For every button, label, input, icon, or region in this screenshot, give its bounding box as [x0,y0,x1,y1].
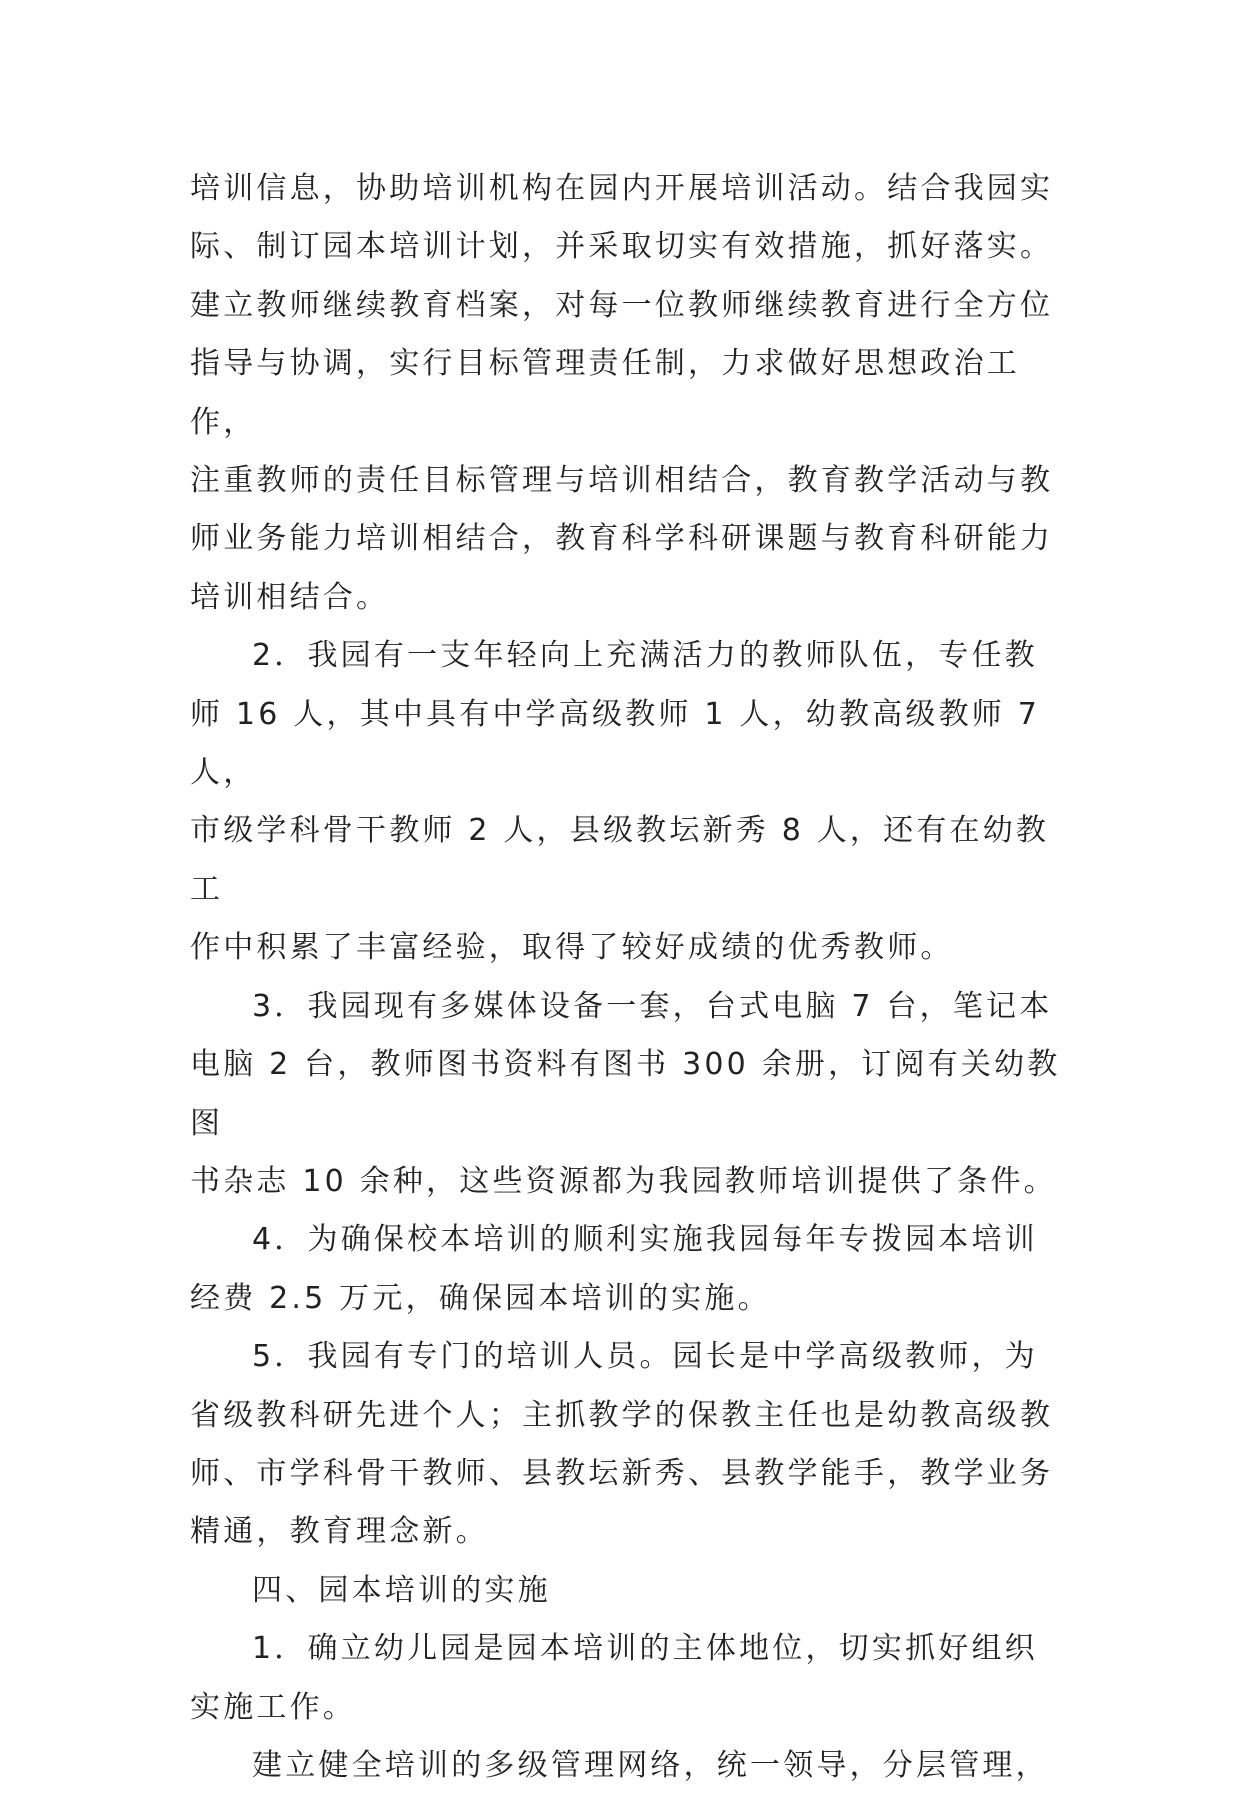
text-line: 指导与协调，实行目标管理责任制，力求做好思想政治工作， [190,346,1020,440]
text-line: 书杂志 10 余种，这些资源都为我园教师培训提供了条件。 [190,1163,1057,1199]
text-line: 际、制订园本培训计划，并采取切实有效措施，抓好落实。 [190,229,1054,265]
text-line: 培训相结合。 [190,579,390,615]
paragraph-4 [190,1211,1070,1328]
paragraph-7 [190,1620,1070,1737]
text-line: 师 16 人，其中具有中学高级教师 1 人，幼教高级教师 7 人， [190,696,1041,791]
text-line: 注重教师的责任目标管理与培训相结合，教育教学活动与教 [190,463,1054,499]
text-line: 经费 2.5 万元，确保园本培训的实施。 [190,1280,771,1316]
text-line: 建立教师继续教育档案，对每一位教师继续教育进行全方位 [190,287,1054,323]
paragraph-8 [190,1737,1070,1795]
text-line: 5．我园有专门的培训人员。园长是中学高级教师，为 [252,1339,1038,1375]
text-line: 2．我园有一支年轻向上充满活力的教师队伍，专任教 [252,638,1038,674]
paragraph-3 [190,978,1070,1212]
paragraph-5 [190,1328,1070,1562]
text-line: 作中积累了丰富经验，取得了较好成绩的优秀教师。 [190,930,954,966]
text-line: 4．为确保校本培训的顺利实施我园每年专拨园本培训 [252,1222,1038,1258]
paragraph-1 [190,160,1070,627]
text-line: 市级学科骨干教师 2 人，县级教坛新秀 8 人，还有在幼教工 [190,813,1050,907]
text-line: 1．确立幼儿园是园本培训的主体地位，切实抓好组织 [252,1631,1038,1667]
text-line: 精通，教育理念新。 [190,1514,489,1550]
text-line: 电脑 2 台，教师图书资料有图书 300 余册，订阅有关幼教图 [190,1047,1061,1141]
paragraph-2 [190,627,1070,977]
text-line: 实施工作。 [190,1689,356,1725]
text-line: 建立健全培训的多级管理网络，统一领导，分层管理， [252,1747,1049,1783]
text-line: 3．我园现有多媒体设备一套，台式电脑 7 台，笔记本 [252,988,1053,1024]
document-body [190,160,1070,1795]
text-line: 师业务能力培训相结合，教育科学科研课题与教育科研能力 [190,521,1054,557]
text-line: 培训信息，协助培训机构在园内开展培训活动。结合我园实 [190,171,1054,206]
text-line: 四、园本培训的实施 [252,1572,551,1608]
text-line: 师、市学科骨干教师、县教坛新秀、县教学能手，教学业务 [190,1455,1054,1491]
text-line: 省级教科研先进个人；主抓教学的保教主任也是幼教高级教 [190,1397,1054,1433]
paragraph-6 [190,1562,1070,1620]
